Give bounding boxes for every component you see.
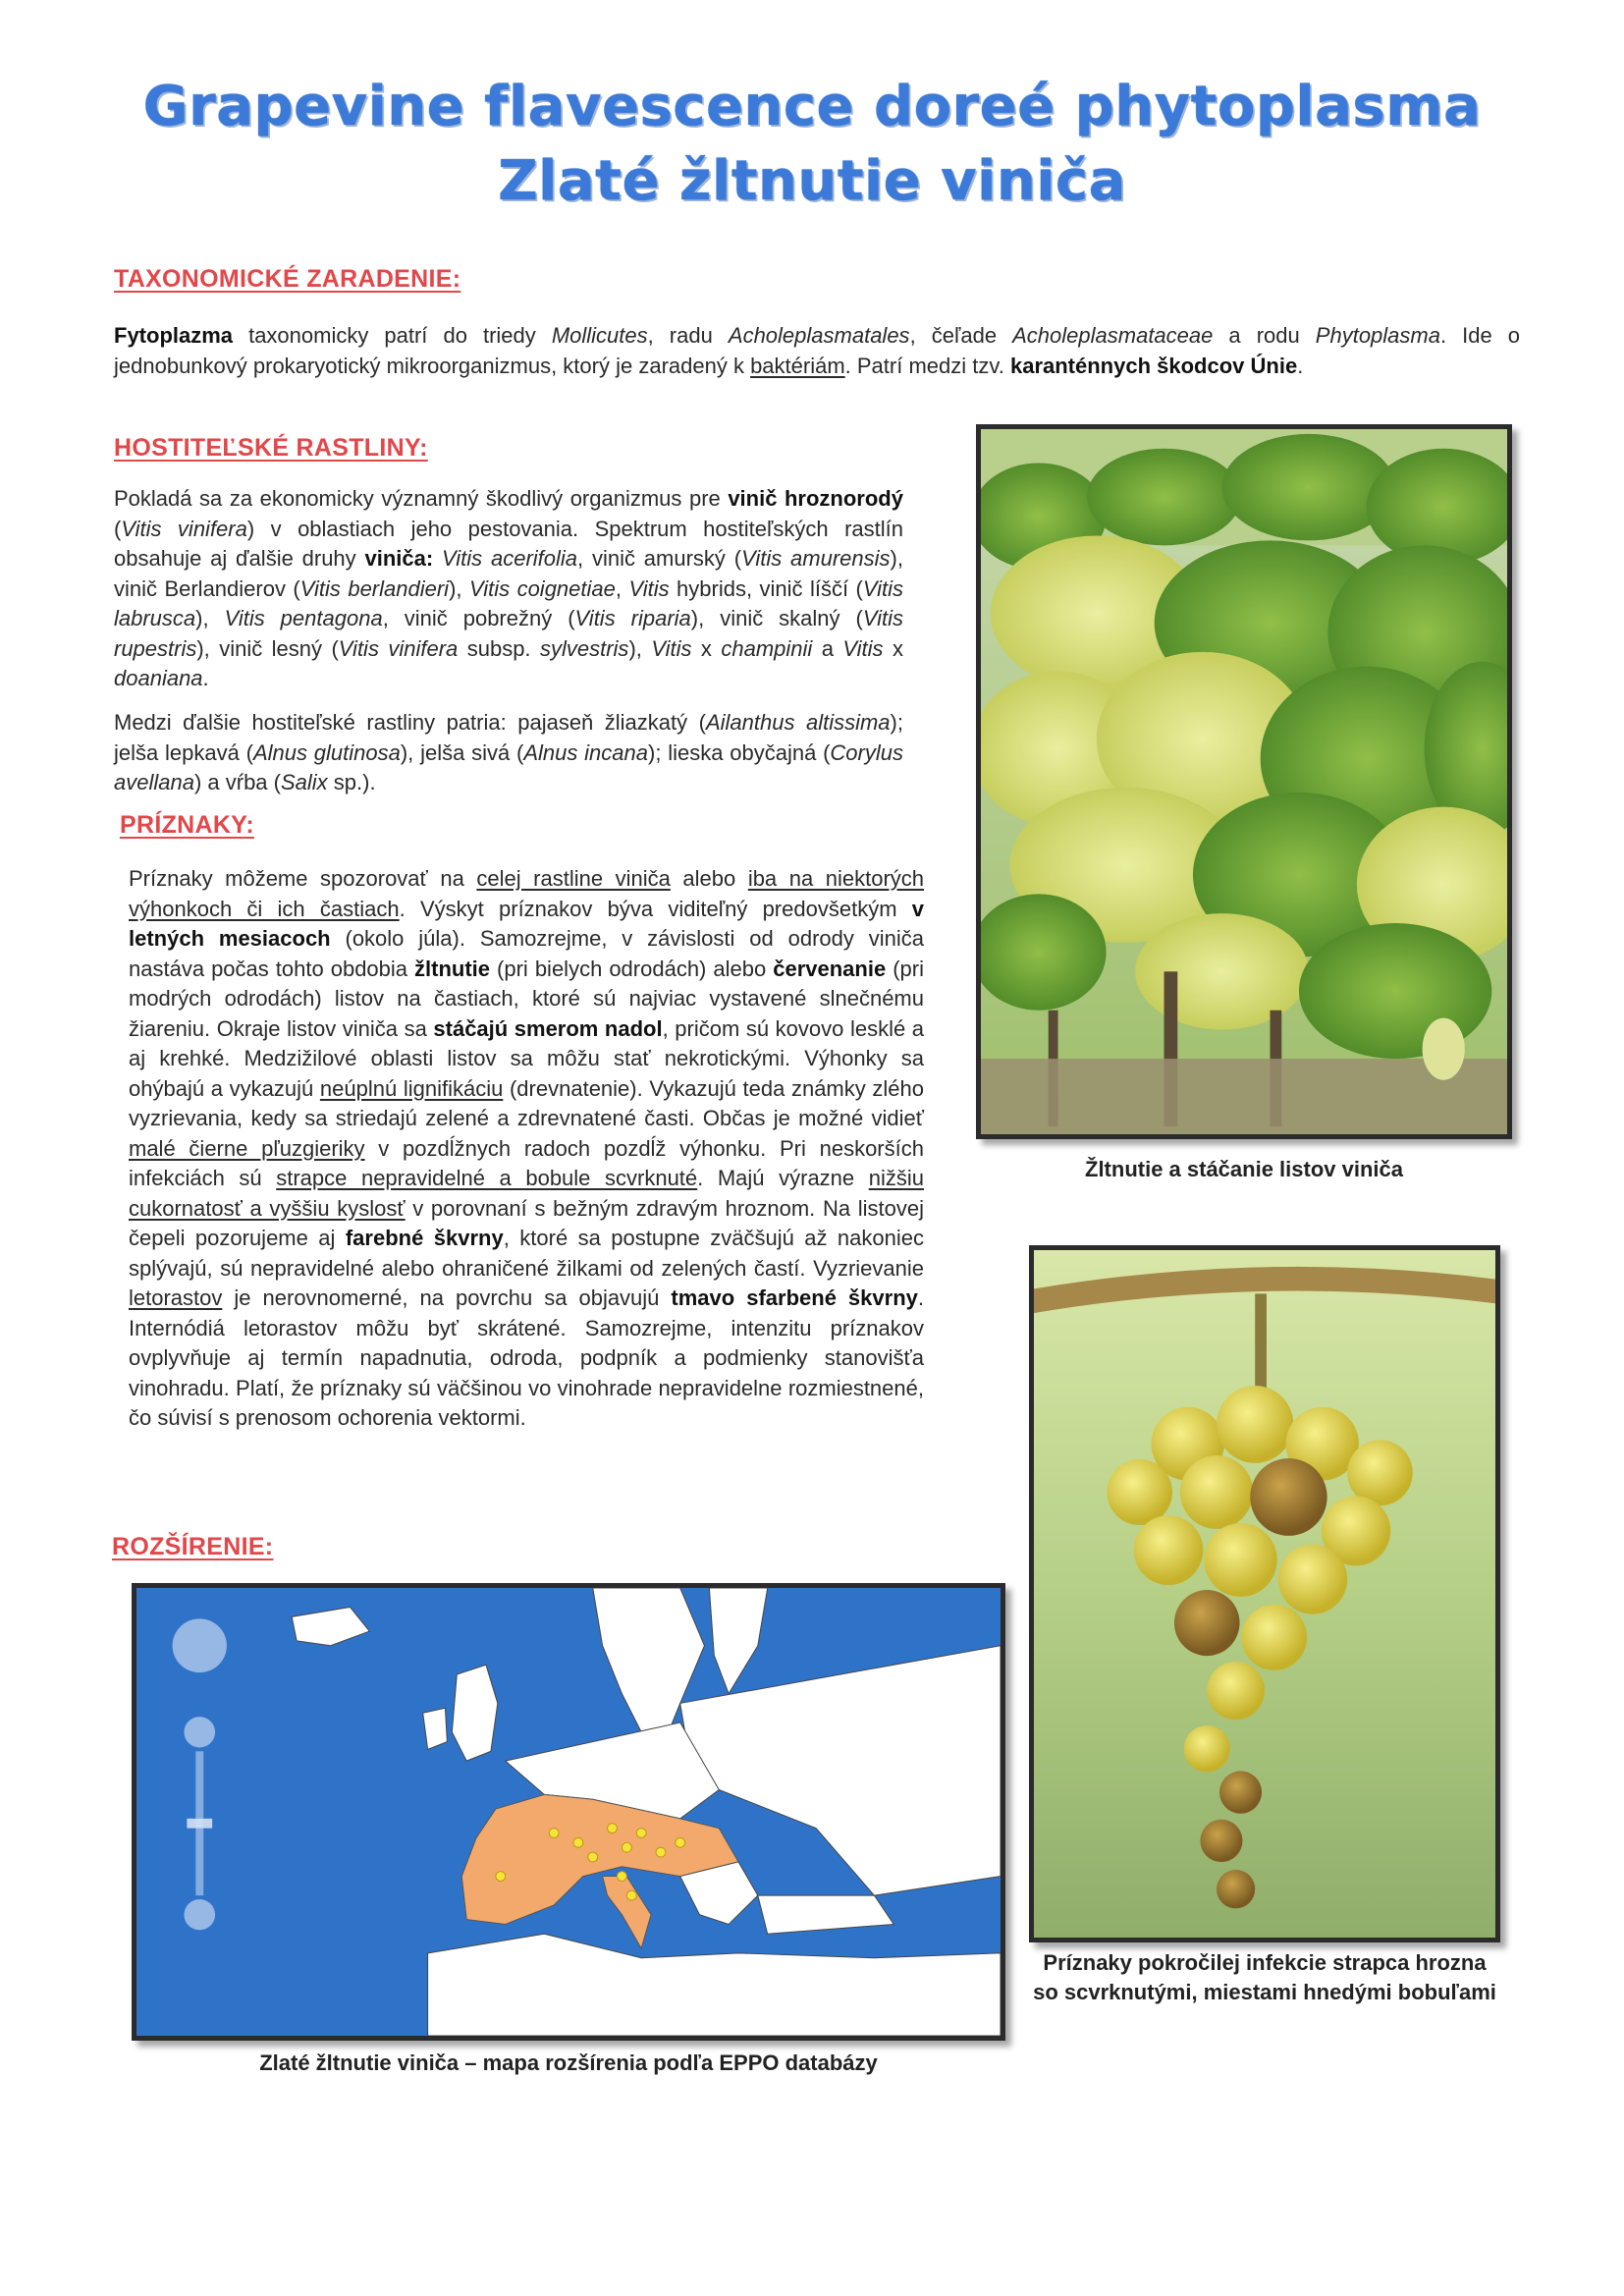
map-zoom-handle[interactable] [187,1819,212,1829]
symptoms-text: Príznaky môžeme spozorovať na celej rastline viniča alebo iba na niektorých výhonkoch či ich častiach. Výskyt príznakov býva viditeľný predovšetkým v letných mesiacoch (okolo júla). Samozrejme, v závislosti od odrody viniča nastáva počas tohto obdobia žltnutie (pri bielych odrodách) alebo červenanie (pri modrých odrodách) listov na častiach, ktoré sú najviac vystavené slnečnému žiareniu. Okraje listov viniča sa stáčajú smerom nadol, pričom sú kovovo lesklé a aj krehké. Medzižilové oblasti listov sa môžu stať nekrotickými. Výhonky sa ohýbajú a vykazujú neúplnú lignifikáciu (drevnatenie). Vykazujú teda známky zlého vyzrievania, kedy sa striedajú zelené a zdrevnatené časti. Občas je možné vidieť malé čierne pľuzgieriky v pozdĺžnych radoch pozdĺž výhonku. Pri neskorších infekciách sú strapce nepravidelné a bobule scvrknuté. Majú výrazne nižšiu cukornatosť a vyššiu kyslosť v porovnaní s bežným zdravým hroznom. Na listovej čepeli pozorujeme aj farebné škvrny, ktoré sa postupne zväčšujú až nakoniec splývajú, sú nepravidelné alebo ohraničené žilkami od zelených častí. Vyzrievanie letorastov je nerovnomerné, na povrchu sa objavujú tmavo sfarbené škvrny. Internódiá letorastov môžu byť skrátené. Samozrejme, intenzitu príznakov ovplyvňuje aj termín napadnutia, odroda, podpník a podmienky stanovišťa vinohradu. Platí, že príznaky sú väčšinou vo vinohrade nepravidelne rozmiestnené, čo súvisí s prenosom ochorenia vektormi. [129,866,925,1430]
grapes-illustration [1034,1250,1495,1938]
heading-hosts: HOSTITEĽSKÉ RASTLINY: [114,434,428,462]
title-line-2: Zlaté žltnutie viniča [498,149,1126,213]
map-zoom-in-button[interactable] [184,1717,215,1747]
grapes-photo [1029,1245,1500,1942]
vineyard-photo [976,424,1512,1139]
map-zoom-out-button[interactable] [184,1899,215,1930]
distribution-map[interactable] [132,1583,1005,2041]
title-line-1: Grapevine flavescence doreé phytoplasma [142,75,1482,138]
hosts-text-2: Medzi ďalšie hostiteľské rastliny patria: pajaseň žliazkatý (Ailanthus altissima); jelša lepkavá (Alnus glutinosa), jelša sivá (Alnus incana); lieska obyčajná (Corylus avellana) a vŕba (Salix sp.). [114,710,903,794]
heading-symptoms: PRÍZNAKY: [120,811,254,839]
vineyard-caption: Žltnutie a stáčanie listov viniča [1085,1157,1403,1181]
grapes-caption: Príznaky pokročilej infekcie strapca hrozna so scvrknutými, miestami hnedými bobuľami [1033,1950,1496,2004]
map-caption: Zlaté žltnutie viniča – mapa rozšírenia podľa EPPO databázy [259,2050,878,2075]
taxonomy-text: Fytoplazma taxonomicky patrí do triedy Mollicutes, radu Acholeplasmatales, čeľade Acholeplasmataceae a rodu Phytoplasma. Ide o jednobunkový prokaryotický mikroorganizmus, ktorý je zaradený k baktériám. Patrí medzi tzv. karanténnych škodcov Únie. [114,323,1521,378]
heading-taxonomy: TAXONOMICKÉ ZARADENIE: [114,265,461,293]
heading-distribution: ROZŠÍRENIE: [112,1533,274,1560]
vineyard-illustration [981,429,1507,1134]
europe-map [136,1588,1001,2036]
map-pan-control[interactable] [173,1618,227,1672]
hosts-text-1: Pokladá sa za ekonomicky významný škodlivý organizmus pre vinič hroznorodý (Vitis vinifera) v oblastiach jeho pestovania. Spektrum hostiteľských rastlín obsahuje aj ďalšie druhy viniča: Vitis acerifolia, vinič amurský (Vitis amurensis), vinič Berlandierov (Vitis berlandieri), Vitis coignetiae, Vitis hybrids, vinič líščí (Vitis labrusca), Vitis pentagona, vinič pobrežný (Vitis riparia), vinič skalný (Vitis rupestris), vinič lesný (Vitis vinifera subsp. sylvestris), Vitis x champinii a Vitis x doaniana. [114,486,904,690]
